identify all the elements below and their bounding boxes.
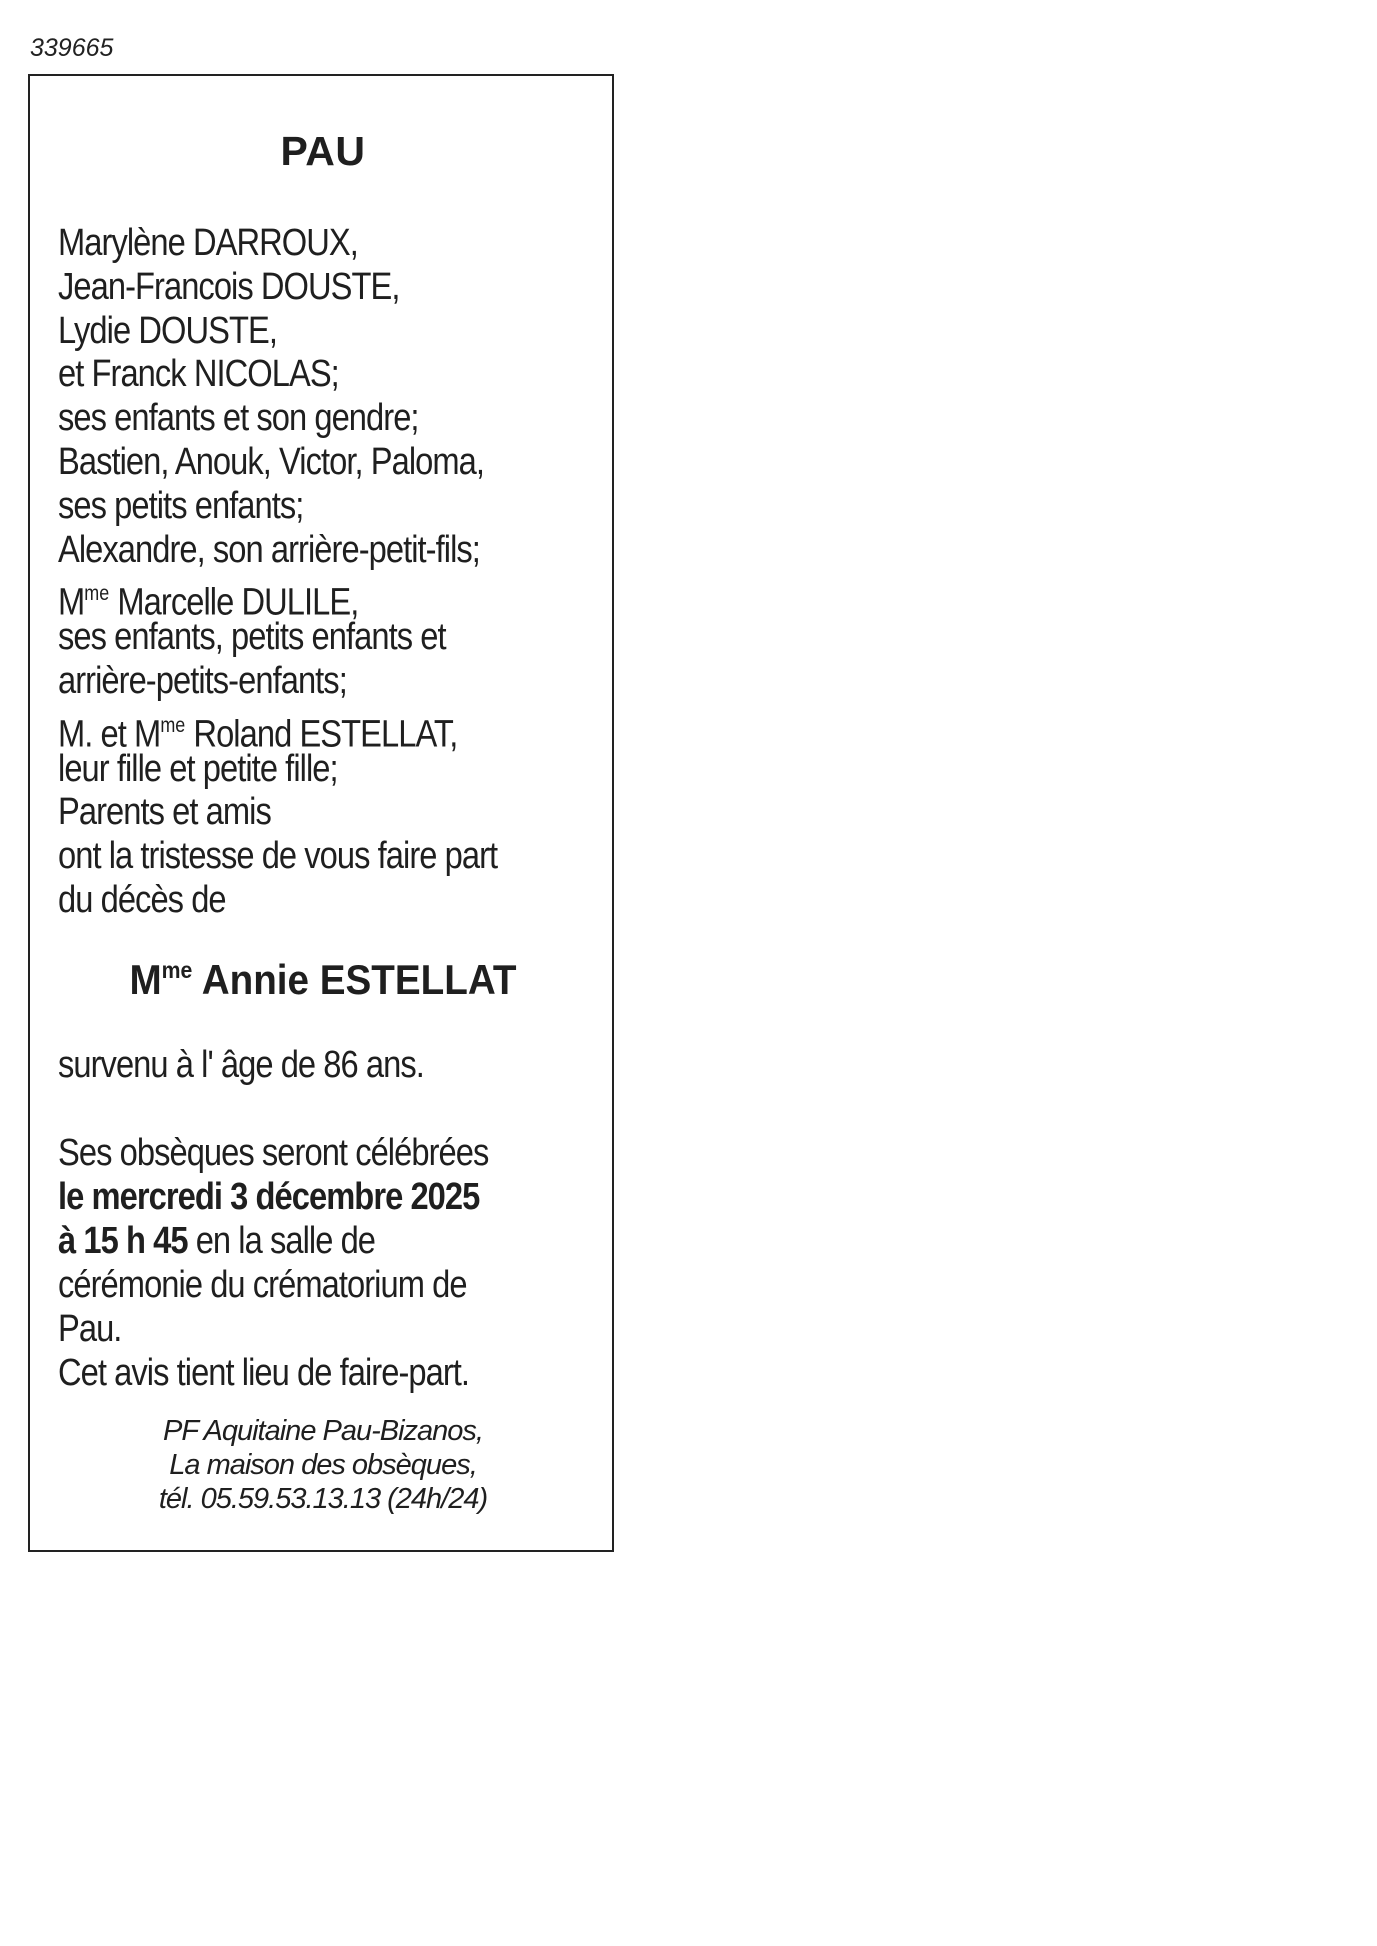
funeral-date <box>58 1175 488 1219</box>
funeral-line-6: Cet avis tient lieu de faire-part. <box>58 1352 470 1394</box>
family-line <box>58 748 497 792</box>
funeral-time: à 15 h 45 <box>58 1220 188 1262</box>
notice-town: PAU <box>280 128 366 174</box>
agency-phone: tél. 05.59.53.13.13 (24h/24) <box>158 1483 488 1515</box>
family-line-text: Parents et amis <box>58 791 271 834</box>
funeral-line-5: Pau. <box>58 1308 122 1350</box>
funeral-date-text: le mercredi 3 décembre 2025 <box>58 1176 480 1218</box>
agency-name: PF Aquitaine Pau-Bizanos, <box>163 1415 483 1447</box>
funeral-agency <box>58 1414 588 1516</box>
family-line <box>58 704 497 756</box>
family-line-text: ses petits enfants; <box>58 484 304 527</box>
funeral-details <box>58 1131 558 1395</box>
family-line <box>58 879 497 923</box>
family-line <box>58 310 497 354</box>
agency-subtitle: La maison des obsèques, <box>169 1449 477 1481</box>
family-line <box>58 791 497 835</box>
reference-number: 339665 <box>30 34 114 62</box>
family-line-sup: me <box>160 713 186 737</box>
family-line <box>58 572 497 624</box>
family-line-text: leur fille et petite fille; <box>58 747 338 790</box>
family-line-text: Jean-Francois DOUSTE, <box>58 265 400 308</box>
funeral-line-1: Ses obsèques seront célébrées <box>58 1132 489 1174</box>
family-line-text: M <box>58 582 85 624</box>
age-line: survenu à l' âge de 86 ans. <box>58 1044 424 1086</box>
family-line-text: Lydie DOUSTE, <box>58 309 277 352</box>
family-line <box>58 616 497 660</box>
family-line-text: ont la tristesse de vous faire part <box>58 835 498 878</box>
funeral-venue-start: en la salle de <box>187 1220 376 1262</box>
family-line-text: du décès de <box>58 878 226 921</box>
deceased-fullname: Annie ESTELLAT <box>192 956 517 1003</box>
deceased-name <box>79 956 567 1004</box>
family-line-sup: me <box>84 582 110 606</box>
family-line <box>58 485 497 529</box>
family-line-text: ses enfants, petits enfants et <box>58 616 446 659</box>
family-line-text: ses enfants et son gendre; <box>58 397 419 440</box>
family-line <box>58 222 497 266</box>
family-line <box>58 266 497 310</box>
family-list <box>58 222 569 923</box>
family-line <box>58 397 497 441</box>
family-line <box>58 835 497 879</box>
family-line <box>58 660 497 704</box>
family-line-text: M. et M <box>58 713 161 756</box>
family-line <box>58 529 497 573</box>
family-line-text: Bastien, Anouk, Victor, Paloma, <box>58 440 485 483</box>
funeral-line-4: cérémonie du crématorium de <box>58 1264 467 1306</box>
family-line-text: Alexandre, son arrière-petit-fils; <box>58 528 480 571</box>
family-line-text: arrière-petits-enfants; <box>58 659 347 702</box>
deceased-title-sup: me <box>161 956 193 983</box>
family-line <box>58 353 497 397</box>
family-line <box>58 441 497 485</box>
family-line-text: Marylène DARROUX, <box>58 222 358 264</box>
family-line-text: et Franck NICOLAS; <box>58 353 339 396</box>
deceased-title: M <box>129 956 162 1003</box>
funeral-time-line <box>58 1219 488 1263</box>
family-line-text: Roland ESTELLAT, <box>185 713 458 756</box>
family-line-text: Marcelle DULILE, <box>109 582 359 624</box>
obituary-notice <box>28 74 614 1552</box>
